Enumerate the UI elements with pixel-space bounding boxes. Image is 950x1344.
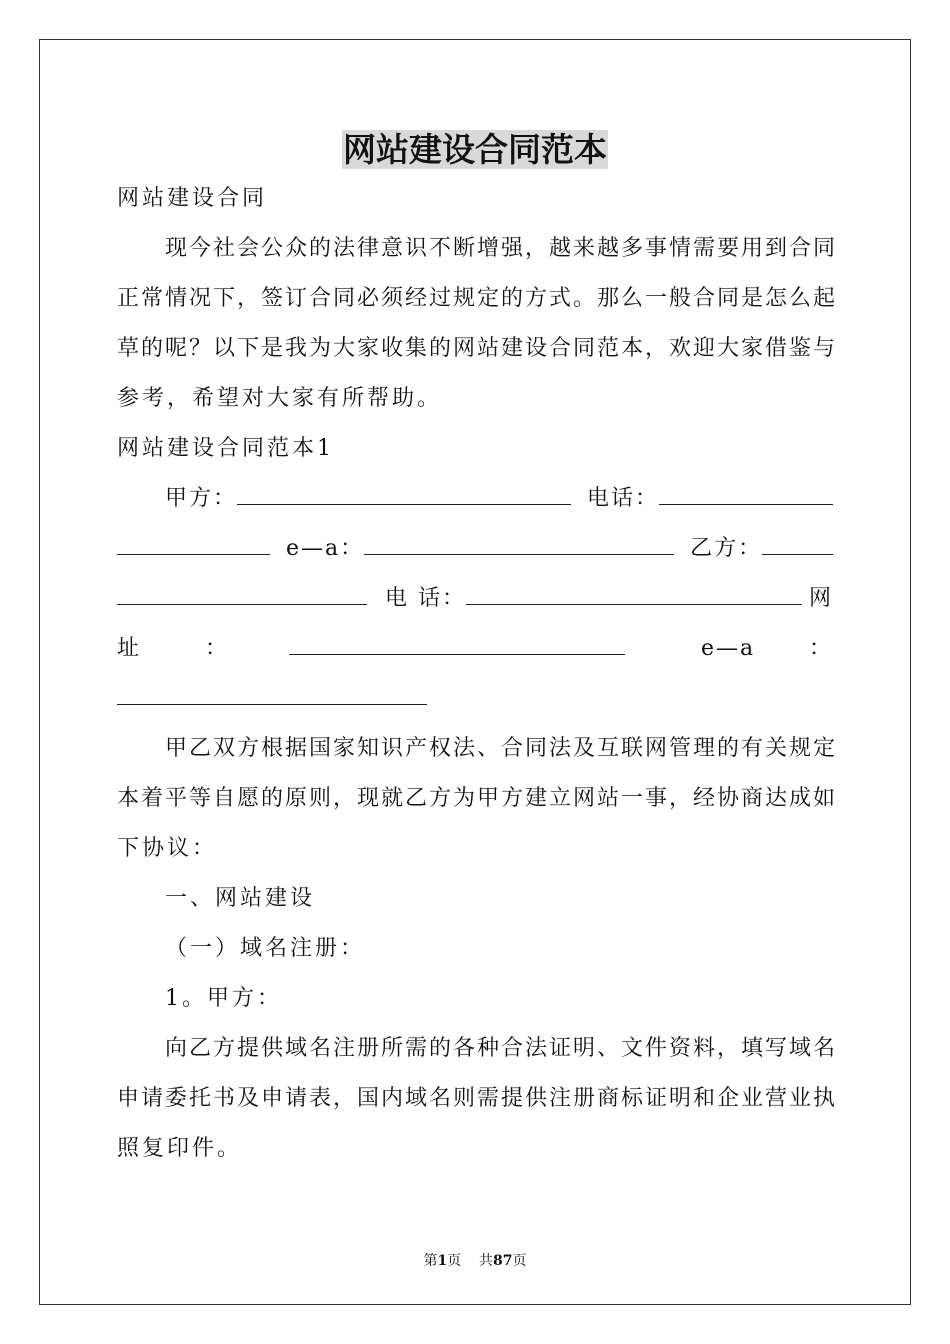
party-b-label: 乙方： bbox=[690, 536, 763, 561]
agreement-line: 本着平等自愿的原则，现就乙方为甲方建立网站一事，经协商达成如 bbox=[117, 786, 838, 811]
address-label-part-2: 址 bbox=[117, 636, 142, 661]
form-line-party-a bbox=[117, 484, 833, 514]
page-footer: 第1页 共87页 bbox=[423, 1253, 527, 1269]
form-line-address bbox=[117, 634, 833, 664]
agreement-line: 甲乙双方根据国家知识产权法、合同法及互联网管理的有关规定 bbox=[165, 736, 838, 761]
form-line-phone-2 bbox=[117, 584, 833, 614]
heading-domain-registration: （一）域名注册： bbox=[165, 936, 366, 961]
heading-website-construction: 一、网站建设 bbox=[165, 886, 316, 911]
document-title: 网站建设合同范本 bbox=[343, 130, 607, 169]
address-colon: ： bbox=[205, 636, 230, 661]
intro-line: 草的呢？以下是我为大家收集的网站建设合同范本，欢迎大家借鉴与 bbox=[117, 336, 838, 361]
address-blank bbox=[289, 634, 625, 655]
subtitle: 网站建设合同 bbox=[117, 186, 268, 211]
phone-label-2: 电 话： bbox=[385, 586, 466, 611]
intro-line: 参考，希望对大家有所帮助。 bbox=[117, 386, 443, 411]
body-line: 照复印件。 bbox=[117, 1136, 243, 1161]
agreement-line: 下协议： bbox=[117, 836, 218, 861]
party-a-blank bbox=[237, 484, 571, 505]
total-pages: 87 bbox=[493, 1253, 513, 1269]
phone-blank-cont bbox=[117, 534, 270, 555]
email-blank-2 bbox=[117, 684, 427, 705]
email-blank bbox=[364, 534, 674, 555]
page-border bbox=[39, 39, 911, 1305]
email-colon-2: ： bbox=[808, 636, 833, 661]
phone-blank bbox=[659, 484, 833, 505]
email-label-2: e—a bbox=[701, 636, 756, 661]
intro-line: 正常情况下，签订合同必须经过规定的方式。那么一般合同是怎么起 bbox=[117, 286, 838, 311]
body-line: 申请委托书及申请表，国内域名则需提供注册商标证明和企业营业执 bbox=[117, 1086, 838, 1111]
phone-blank-2 bbox=[466, 584, 802, 605]
party-b-blank bbox=[762, 534, 833, 555]
address-label-part-1: 网 bbox=[808, 586, 833, 611]
body-line: 向乙方提供域名注册所需的各种合法证明、文件资料，填写域名 bbox=[165, 1036, 838, 1061]
party-a-label: 甲方： bbox=[165, 486, 238, 511]
intro-line: 现今社会公众的法律意识不断增强，越来越多事情需要用到合同 bbox=[165, 236, 838, 261]
item-party-a: 1。甲方： bbox=[165, 986, 282, 1011]
form-line-email bbox=[117, 534, 833, 564]
page-number: 1 bbox=[437, 1253, 448, 1269]
section-title: 网站建设合同范本1 bbox=[117, 436, 334, 461]
party-b-blank-cont bbox=[117, 584, 367, 605]
form-line-email-blank bbox=[117, 684, 833, 705]
email-label: e—a： bbox=[286, 536, 365, 561]
phone-label: 电话： bbox=[587, 486, 660, 511]
